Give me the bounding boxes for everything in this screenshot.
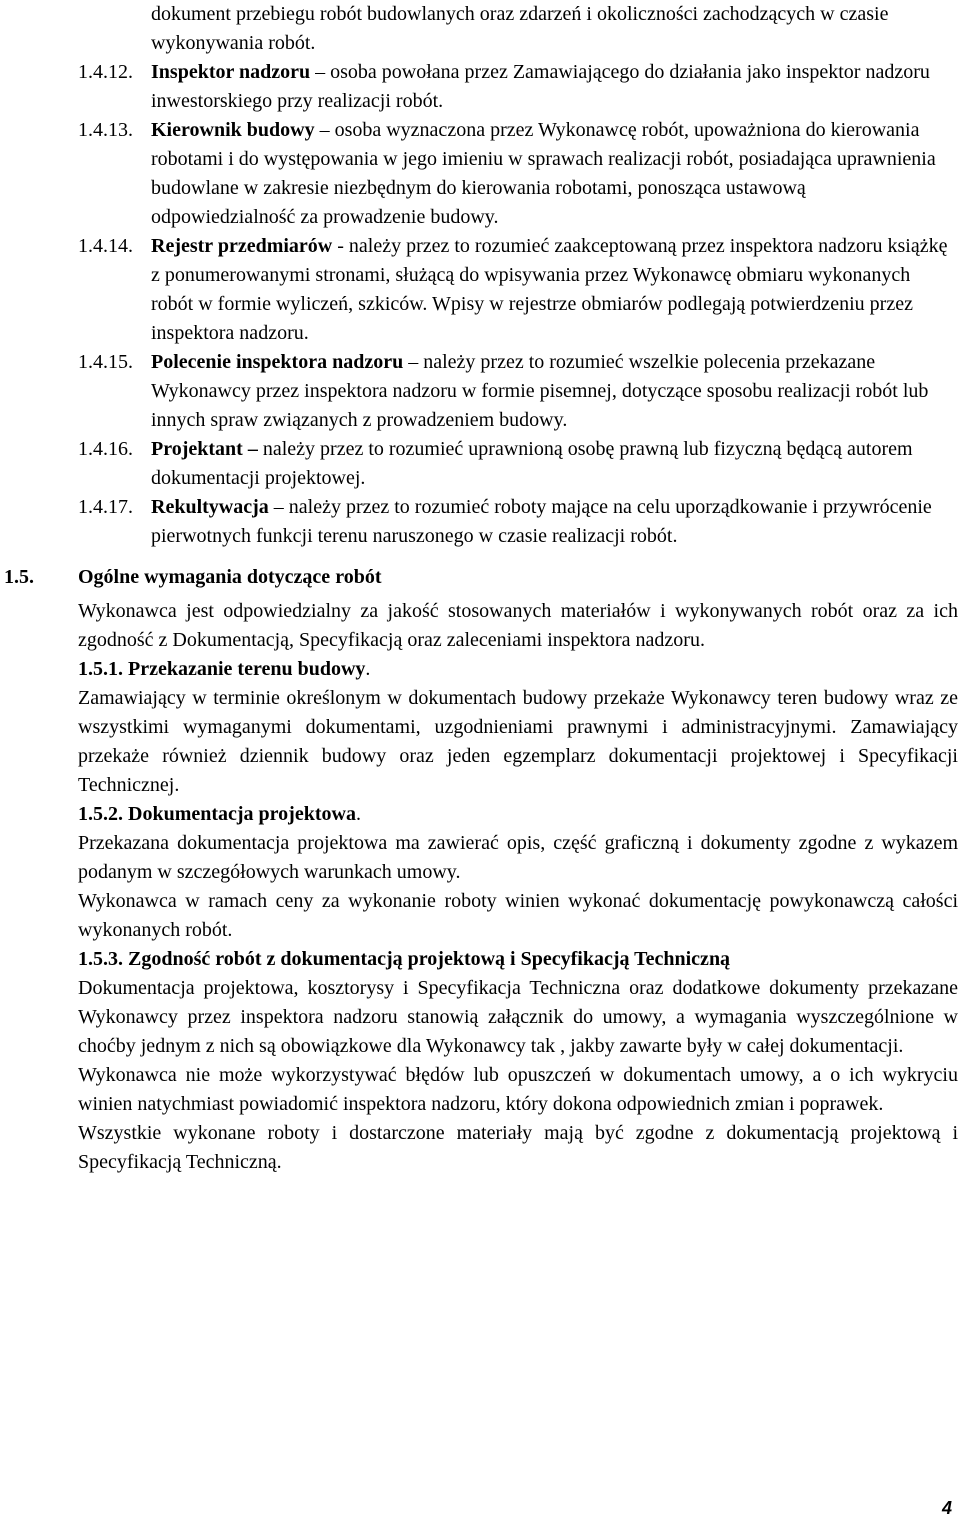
definition-item	[0, 435, 960, 493]
definition-term: Inspektor nadzoru	[151, 61, 311, 83]
definition-number: 1.4.12.	[78, 61, 133, 83]
definition-text: należy przez to rozumieć uprawnioną osobę prawną lub fizyczną będącą autorem dokumentacji projektowej.	[151, 438, 913, 489]
definition-item	[0, 348, 960, 435]
paragraph: Wykonawca w ramach ceny za wykonanie roboty winien wykonać dokumentację powykonawczą całości wykonanych robót.	[78, 890, 958, 941]
paragraph: Wykonawca nie może wykorzystywać błędów lub opuszczeń w dokumentach umowy, a o ich wykryciu winien natychmiast powiadomić inspektora nadzoru, który dokona odpowiednich zmian i poprawek.	[78, 1064, 958, 1115]
section-intro: Wykonawca jest odpowiedzialny za jakość stosowanych materiałów i wykonywanych robót oraz za ich zgodność z Dokumentacją, Specyfikacją oraz zaleceniami inspektora nadzoru.	[78, 600, 958, 651]
section-number: 1.5.	[4, 566, 34, 588]
subsection-title: 1.5.1. Przekazanie terenu budowy	[78, 658, 366, 680]
section-title: Ogólne wymagania dotyczące robót	[78, 566, 382, 588]
paragraph: Wszystkie wykonane roboty i dostarczone materiały mają być zgodne z dokumentacją projektową i Specyfikacją Techniczną.	[78, 1122, 958, 1173]
definition-number: 1.4.13.	[78, 119, 133, 141]
definition-number: 1.4.16.	[78, 438, 133, 460]
definition-term: Polecenie inspektora nadzoru	[151, 351, 404, 373]
definition-continuation	[0, 0, 960, 58]
definition-text: – osoba powołana przez Zamawiającego do działania jako inspektor nadzoru inwestorskiego przy realizacji robót.	[151, 61, 930, 112]
definition-text: – osoba wyznaczona przez Wykonawcę robót, upoważniona do kierowania robotami i do występowania w jego imieniu w sprawach realizacji robót, posiadająca uprawnienia budowlane w zakresie niezbędnym do kierowania robotami, ponosząca ustawową odpowiedzialność za prowadzenie budowy.	[151, 119, 936, 228]
definition-item	[0, 493, 960, 551]
paragraph: Dokumentacja projektowa, kosztorysy i Specyfikacja Techniczna oraz dodatkowe dokumenty przekazane Wykonawcy przez inspektora nadzoru stanowią załącznik do umowy, a wymagania wyszczególnione w choćby jednym z nich są obowiązkowe dla Wykonawcy tak , jakby zawarte były w całej dokumentacji.	[78, 977, 958, 1057]
section-heading	[0, 563, 960, 592]
heading-dot: .	[355, 803, 361, 825]
subsection-heading-1-5-2	[78, 800, 960, 829]
continuation-text: dokument przebiegu robót budowlanych oraz zdarzeń i okoliczności zachodzących w czasie wykonywania robót.	[151, 3, 889, 54]
definition-text: – należy przez to rozumieć roboty mające na celu uporządkowanie i przywrócenie pierwotnych funkcji terenu naruszonego w czasie realizacji robót.	[151, 496, 932, 547]
definition-number: 1.4.15.	[78, 351, 133, 373]
definition-text: – należy przez to rozumieć wszelkie polecenia przekazane Wykonawcy przez inspektora nadzoru w formie pisemnej, dotyczące sposobu realizacji robót lub innych spraw związanych z prowadzeniem budowy.	[151, 351, 929, 431]
heading-dot: .	[365, 658, 371, 680]
definition-term: Rejestr przedmiarów	[151, 235, 333, 257]
subsection-title: 1.5.2. Dokumentacja projektowa	[78, 803, 356, 825]
definition-text: - należy przez to rozumieć zaakceptowaną przez inspektora nadzoru książkę z ponumerowanymi stronami, służącą do wpisywania przez Wykonawcę obmiaru wykonanych robót w formie wyliczeń, szkiców. Wpisy w rejestrze obmiarów podlegają potwierdzeniu przez inspektora nadzoru.	[151, 235, 948, 344]
definition-number: 1.4.14.	[78, 235, 133, 257]
definitions-list	[0, 58, 960, 551]
subsection-heading-1-5-3: 1.5.3. Zgodność robót z dokumentacją projektową i Specyfikacją Techniczną	[78, 948, 731, 970]
definition-item	[0, 116, 960, 232]
paragraph: Zamawiający w terminie określonym w dokumentach budowy przekaże Wykonawcy teren budowy wraz ze wszystkimi wymaganymi dokumentami, uzgodnieniami prawnymi i administracyjnymi. Zamawiający przekaże również dziennik budowy oraz jeden egzemplarz dokumentacji projektowej i Specyfikacji Technicznej.	[78, 687, 958, 796]
definition-term: Projektant –	[151, 438, 263, 460]
definition-item	[0, 58, 960, 116]
definition-term: Rekultywacja	[151, 496, 269, 518]
definition-term: Kierownik budowy	[151, 119, 315, 141]
paragraph: Przekazana dokumentacja projektowa ma zawierać opis, część graficzną i dokumenty zgodne z wykazem podanym w szczegółowych warunkach umowy.	[78, 832, 958, 883]
definition-item	[0, 232, 960, 348]
definition-number: 1.4.17.	[78, 496, 133, 518]
page-number: 4	[941, 1498, 952, 1518]
subsection-heading-1-5-1	[78, 655, 960, 684]
